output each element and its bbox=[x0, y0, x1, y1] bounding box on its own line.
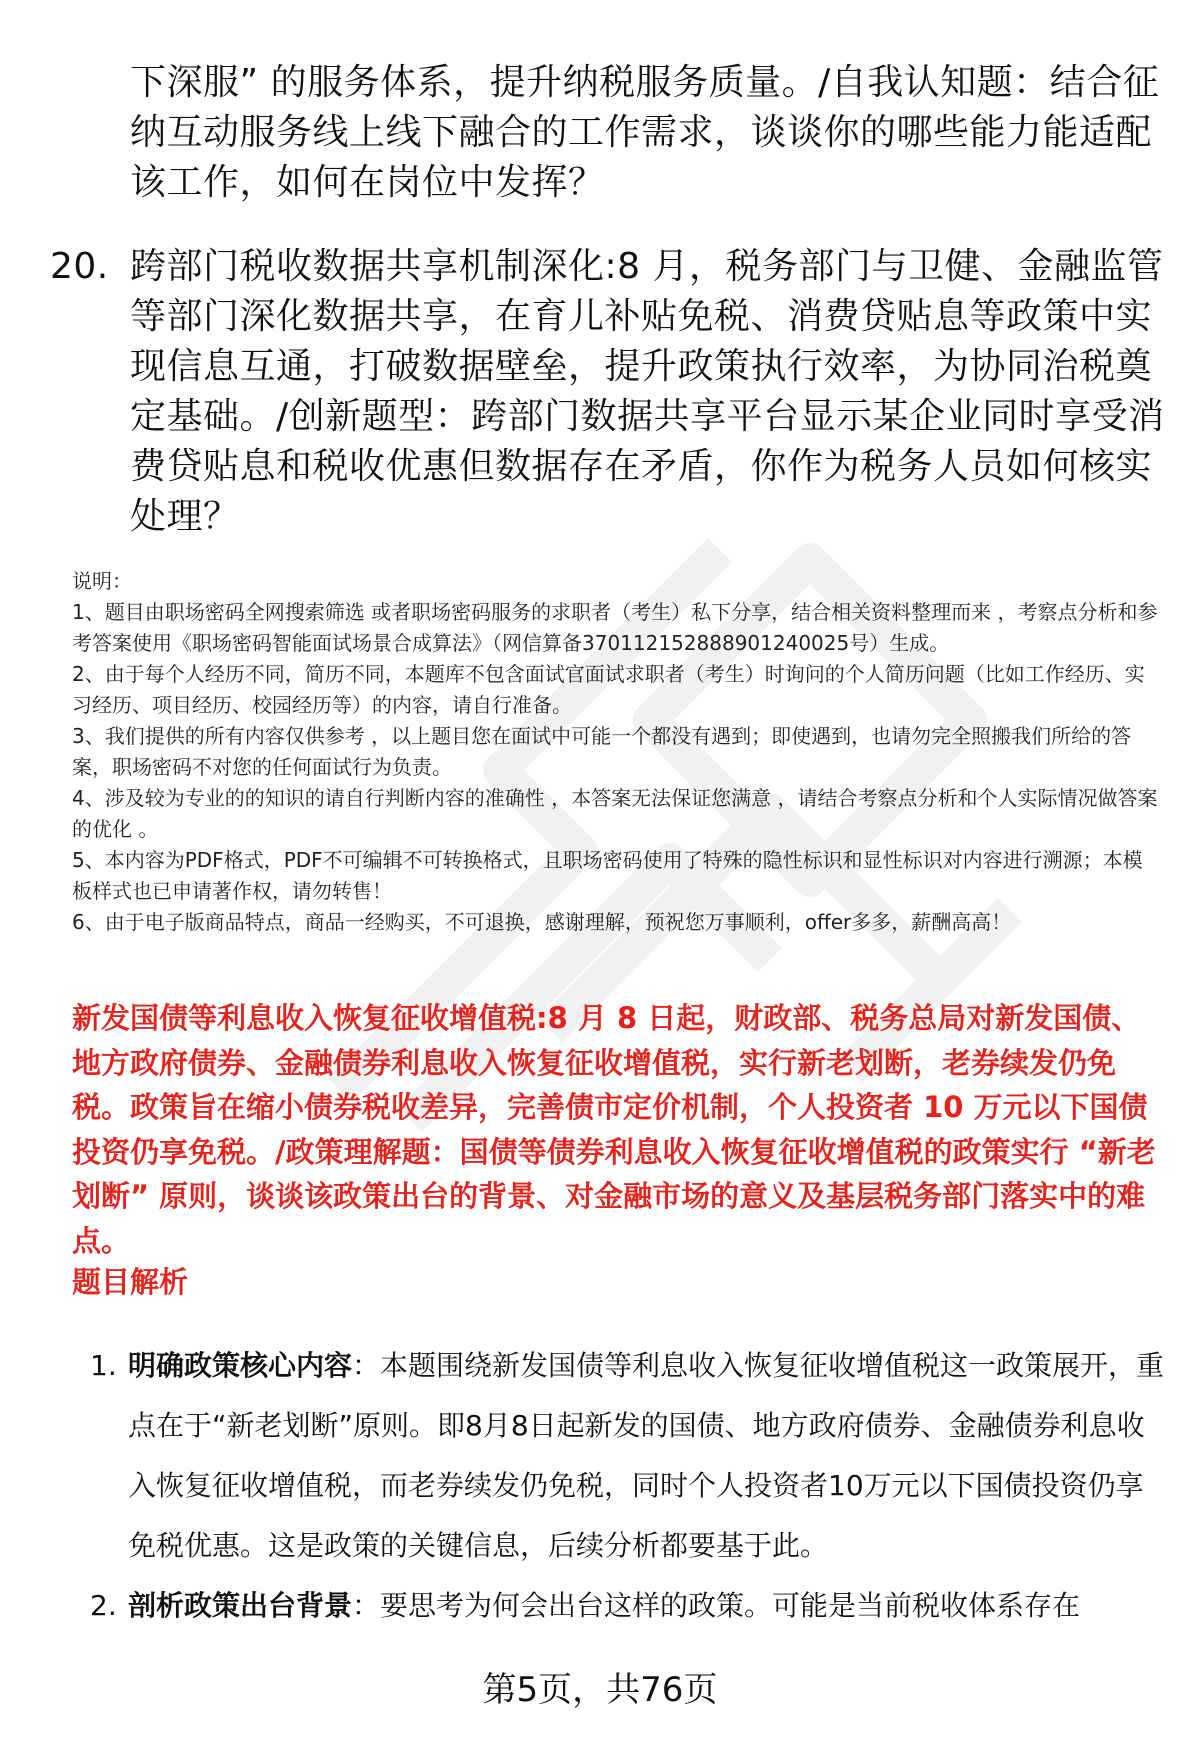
analysis-item-text: ：要思考为何会出台这样的政策。可能是当前税收体系存在 bbox=[352, 1589, 1081, 1622]
note-item: 2、由于每个人经历不同，简历不同，本题库不包含面试官面试求职者（考生）时询问的个人简历问题（比如工作经历、实习经历、项目经历、校园经历等）的内容，请自行准备。 bbox=[72, 662, 1145, 717]
note-item: 4、涉及较为专业的的知识的请自行判断内容的准确性 ，本答案无法保证您满意 ，请结合考察点分析和个人实际情况做答案的优化 。 bbox=[72, 786, 1158, 841]
page-footer: 第5页，共76页 bbox=[482, 1670, 718, 1710]
analysis-item bbox=[80, 1576, 1170, 1636]
note-item: 5、本内容为PDF格式，PDF不可编辑不可转换格式，且职场密码使用了特殊的隐性标识和显性标识对内容进行溯源；本模板样式也已申请著作权，请勿转售！ bbox=[72, 848, 1143, 903]
question-number: 20. bbox=[50, 246, 109, 287]
analysis-list bbox=[80, 1336, 1170, 1636]
notes-title: 说明： bbox=[72, 569, 132, 593]
analysis-item-number: 1. bbox=[90, 1349, 117, 1382]
note-item: 3、我们提供的所有内容仅供参考 ，以上题目您在面试中可能一个都没有遇到；即使遇到，也请勿完全照搬我们所给的答案，职场密码不对您的任何面试行为负责。 bbox=[72, 724, 1132, 779]
analysis-item-heading: 剖析政策出台背景 bbox=[128, 1589, 353, 1622]
analysis-item-heading: 明确政策核心内容 bbox=[128, 1349, 353, 1382]
question-20 bbox=[50, 242, 1170, 542]
note-item: 1、题目由职场密码全网搜索筛选 或者职场密码服务的求职者（考生）私下分享，结合相关资料整理而来 ，考察点分析和参考答案使用《职场密码智能面试场景合成算法》（网信算备370112152888901240025号）生成。 bbox=[72, 600, 1158, 655]
analysis-title: 题目解析 bbox=[72, 1265, 189, 1299]
analysis-item-number: 2. bbox=[90, 1589, 117, 1622]
analysis-item bbox=[80, 1336, 1170, 1576]
note-item: 6、由于电子版商品特点，商品一经购买，不可退换，感谢理解，预祝您万事顺利，offer多多，薪酬高高！ bbox=[72, 910, 1012, 934]
analysis-item-text: ：本题围绕新发国债等利息收入恢复征收增值税这一政策展开，重点在于“新老划断”原则。即8月8日起新发的国债、地方政府债券、金融债券利息收入恢复征收增值税，而老券续发仍免税，同时个人投资者10万元以下国债投资仍享免税优惠。这是政策的关键信息，后续分析都要基于此。 bbox=[128, 1349, 1165, 1562]
question-text: 跨部门税收数据共享机制深化:8 月，税务部门与卫健、金融监管等部门深化数据共享，在育儿补贴免税、消费贷贴息等政策中实现信息互通，打破数据壁垒，提升政策执行效率，为协同治税奠定基础。/创新题型：跨部门数据共享平台显示某企业同时享受消费贷贴息和税收优惠但数据存在矛盾，你作为税务人员如何核实处理？ bbox=[130, 246, 1165, 537]
question-19-continuation: 下深服” 的服务体系，提升纳税服务质量。/自我认知题：结合征纳互动服务线上线下融合的工作需求，谈谈你的哪些能力能适配该工作，如何在岗位中发挥？ bbox=[130, 62, 1160, 203]
highlight-question: 新发国债等利息收入恢复征收增值税:8 月 8 日起，财政部、税务总局对新发国债、地方政府债券、金融债券利息收入恢复征收增值税，实行新老划断，老券续发仍免税。政策旨在缩小债券税收差异，完善债市定价机制，个人投资者 10 万元以下国债投资仍享免税。/政策理解题：国债等债券利息收入恢复征收增值税的政策实行 “新老划断” 原则，谈谈该政策出台的背景、对金融市场的意义及基层税务部门落实中的难点。 bbox=[72, 1001, 1156, 1258]
notes-section bbox=[72, 566, 1162, 938]
